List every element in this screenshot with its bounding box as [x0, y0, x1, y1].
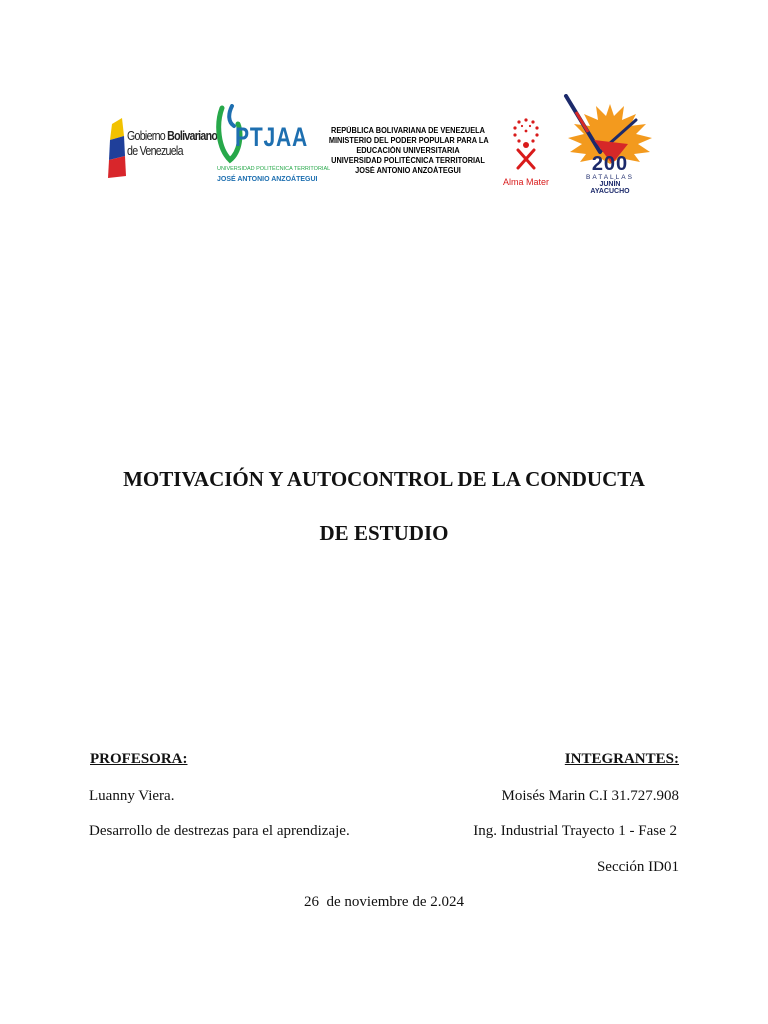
- document-date: 26 de noviembre de 2.024: [304, 894, 464, 910]
- institution-line: MINISTERIO DEL PODER POPULAR PARA LA: [328, 136, 489, 145]
- institution-line: JOSÉ ANTONIO ANZOÁTEGUI: [355, 166, 461, 175]
- gobierno-logo-text: Gobierno Bolivariano de Venezuela: [127, 128, 218, 158]
- uptjaa-name: JOSÉ ANTONIO ANZOÁTEGUI: [217, 176, 318, 183]
- gobierno-bolivariano-logo: [106, 112, 218, 188]
- bicentenario-line1: BATALLAS: [586, 174, 634, 181]
- uptjaa-subtitle: UNIVERSIDAD POLITÉCNICA TERRITORIAL: [217, 166, 331, 172]
- bicentenario-line2: JUNÍN: [599, 181, 621, 188]
- course-name: Desarrollo de destrezas para el aprendizaje.: [89, 823, 350, 839]
- bicentenario-logo: [556, 94, 664, 200]
- member-name: Moisés Marin C.I 31.727.908: [501, 788, 679, 804]
- institution-line: UNIVERSIDAD POLITÉCNICA TERRITORIAL: [331, 156, 485, 165]
- member-section: Sección ID01: [596, 859, 679, 875]
- alma-mater-icon: [500, 116, 552, 176]
- alma-mater-caption: Alma Mater: [502, 177, 549, 187]
- document-title-line-2: DE ESTUDIO: [319, 521, 449, 545]
- member-career: Ing. Industrial Trayecto 1 - Fase 2: [473, 823, 677, 839]
- venezuela-flag-icon: [106, 118, 128, 178]
- bicentenario-line3: AYACUCHO: [590, 188, 630, 195]
- bicentenario-number: 200: [591, 153, 629, 175]
- members-heading: INTEGRANTES:: [564, 751, 679, 767]
- institution-line: EDUCACIÓN UNIVERSITARIA: [356, 146, 460, 155]
- uptjaa-wordmark: PTJAA: [235, 122, 308, 152]
- professor-heading: PROFESORA:: [90, 751, 188, 767]
- institution-header: [322, 126, 494, 176]
- professor-name: Luanny Viera.: [89, 788, 175, 804]
- institution-line: REPÚBLICA BOLIVARIANA DE VENEZUELA: [331, 126, 485, 135]
- document-title-line-1: MOTIVACIÓN Y AUTOCONTROL DE LA CONDUCTA: [123, 467, 645, 491]
- alma-mater-logo: [500, 116, 552, 190]
- uptjaa-logo: [214, 100, 331, 192]
